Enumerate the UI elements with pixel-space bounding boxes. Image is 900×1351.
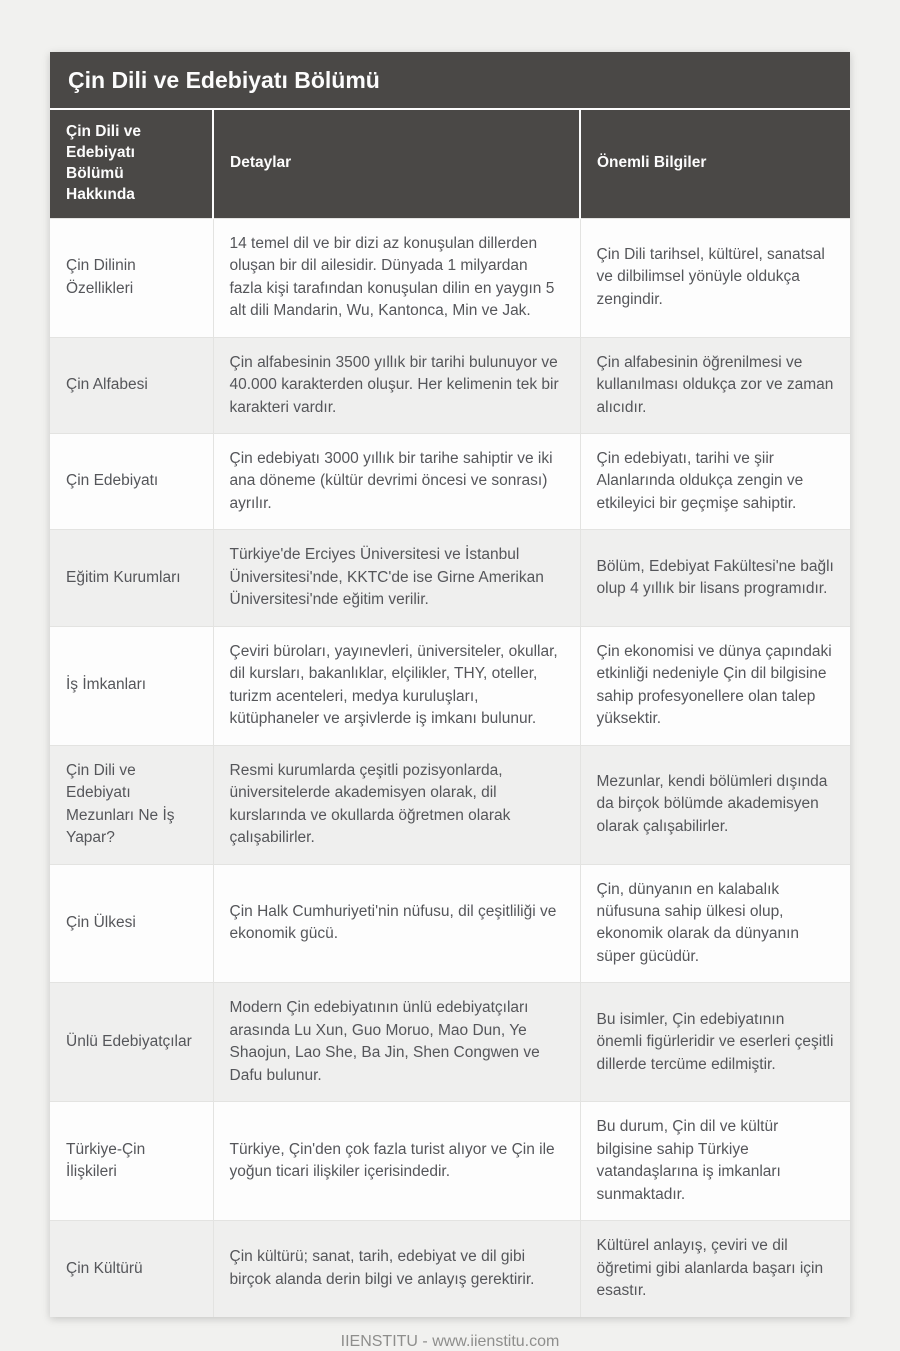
row-details-cell: Çeviri büroları, yayınevleri, üniversiteler, okullar, dil kursları, bakanlıklar, elçilikler, THY, oteller, turizm acenteleri, medya kuruluşları, kütüphaneler ve arşivlerde iş imkanı bulunur.	[213, 626, 580, 745]
row-info-cell: Mezunlar, kendi bölümleri dışında da birçok bölümde akademisyen olarak çalışabilirler.	[580, 745, 850, 864]
row-topic-cell: Çin Ülkesi	[50, 864, 213, 983]
row-topic-cell: Türkiye-Çin İlişkileri	[50, 1102, 213, 1221]
table-header-row	[50, 110, 850, 218]
row-info-cell: Bölüm, Edebiyat Fakültesi'ne bağlı olup 4 yıllık bir lisans programıdır.	[580, 530, 850, 626]
row-info-cell: Çin Dili tarihsel, kültürel, sanatsal ve dilbilimsel yönüyle oldukça zengindir.	[580, 218, 850, 337]
row-details-cell: Çin kültürü; sanat, tarih, edebiyat ve dil gibi birçok alanda derin bilgi ve anlayış gerektirir.	[213, 1221, 580, 1317]
row-info-cell: Çin, dünyanın en kalabalık nüfusuna sahip ülkesi olup, ekonomik olarak da dünyanın süper gücüdür.	[580, 864, 850, 983]
row-topic-cell: Çin Edebiyatı	[50, 433, 213, 529]
row-info-cell: Çin ekonomisi ve dünya çapındaki etkinliği nedeniyle Çin dil bilgisine sahip profesyonellere olan talep yüksektir.	[580, 626, 850, 745]
table-row	[50, 1102, 850, 1221]
row-info-cell: Bu durum, Çin dil ve kültür bilgisine sahip Türkiye vatandaşlarına iş imkanları sunmaktadır.	[580, 1102, 850, 1221]
table-row	[50, 218, 850, 337]
info-table	[50, 110, 850, 1317]
row-topic-cell: Ünlü Edebiyatçılar	[50, 983, 213, 1102]
row-info-cell: Kültürel anlayış, çeviri ve dil öğretimi gibi alanlarda başarı için esastır.	[580, 1221, 850, 1317]
row-info-cell: Çin alfabesinin öğrenilmesi ve kullanılması oldukça zor ve zaman alıcıdır.	[580, 337, 850, 433]
row-details-cell: Modern Çin edebiyatının ünlü edebiyatçıları arasında Lu Xun, Guo Moruo, Mao Dun, Ye Shaojun, Lao She, Ba Jin, Shen Congwen ve Dafu bulunur.	[213, 983, 580, 1102]
table-row	[50, 1221, 850, 1317]
row-topic-cell: Çin Dilinin Özellikleri	[50, 218, 213, 337]
row-topic-cell: Çin Alfabesi	[50, 337, 213, 433]
page-title: Çin Dili ve Edebiyatı Bölümü	[50, 52, 850, 110]
row-details-cell: Çin Halk Cumhuriyeti'nin nüfusu, dil çeşitliliği ve ekonomik gücü.	[213, 864, 580, 983]
column-header-info: Önemli Bilgiler	[580, 110, 850, 218]
row-info-cell: Çin edebiyatı, tarihi ve şiir Alanlarında oldukça zengin ve etkileyici bir geçmişe sahiptir.	[580, 433, 850, 529]
column-header-details: Detaylar	[213, 110, 580, 218]
table-row	[50, 433, 850, 529]
column-header-about: Çin Dili ve Edebiyatı Bölümü Hakkında	[50, 110, 213, 218]
table-card	[50, 52, 850, 1317]
row-topic-cell: Eğitim Kurumları	[50, 530, 213, 626]
row-info-cell: Bu isimler, Çin edebiyatının önemli figürleridir ve eserleri çeşitli dillerde tercüme edilmiştir.	[580, 983, 850, 1102]
footer-text: IIENSTITU - www.iienstitu.com	[340, 1332, 560, 1350]
row-details-cell: Çin edebiyatı 3000 yıllık bir tarihe sahiptir ve iki ana döneme (kültür devrimi öncesi ve sonrası) ayrılır.	[213, 433, 580, 529]
table-header	[50, 110, 850, 218]
table-row	[50, 983, 850, 1102]
row-details-cell: Türkiye, Çin'den çok fazla turist alıyor ve Çin ile yoğun ticari ilişkiler içerisindedir.	[213, 1102, 580, 1221]
row-topic-cell: Çin Dili ve Edebiyatı Mezunları Ne İş Yapar?	[50, 745, 213, 864]
table-row	[50, 745, 850, 864]
table-row	[50, 626, 850, 745]
row-details-cell: Çin alfabesinin 3500 yıllık bir tarihi bulunuyor ve 40.000 karakterden oluşur. Her kelimenin tek bir karakteri vardır.	[213, 337, 580, 433]
table-body	[50, 218, 850, 1316]
row-details-cell: Türkiye'de Erciyes Üniversitesi ve İstanbul Üniversitesi'nde, KKTC'de ise Girne Amerikan Üniversitesi'nde eğitim verilir.	[213, 530, 580, 626]
table-row	[50, 530, 850, 626]
row-topic-cell: Çin Kültürü	[50, 1221, 213, 1317]
table-row	[50, 337, 850, 433]
row-topic-cell: İş İmkanları	[50, 626, 213, 745]
row-details-cell: Resmi kurumlarda çeşitli pozisyonlarda, üniversitelerde akademisyen olarak, dil kurslarında ve okullarda öğretmen olarak çalışabilirler.	[213, 745, 580, 864]
row-details-cell: 14 temel dil ve bir dizi az konuşulan dillerden oluşan bir dil ailesidir. Dünyada 1 milyardan fazla kişi tarafından konuşulan dilin en yaygın 5 alt dili Mandarin, Wu, Kantonca, Min ve Jak.	[213, 218, 580, 337]
table-row	[50, 864, 850, 983]
